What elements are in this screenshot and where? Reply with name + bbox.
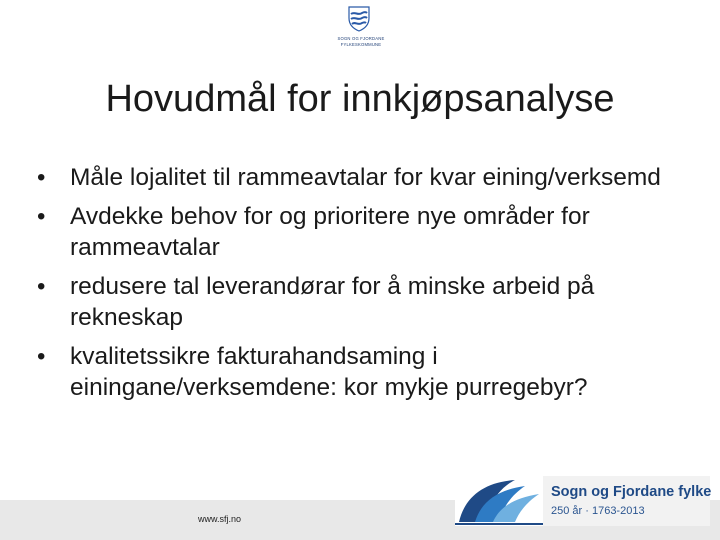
wave-emblem-icon	[455, 476, 543, 526]
brand-logo	[455, 476, 710, 526]
logo-caption-line1: SOGN OG FJORDANE	[337, 36, 385, 41]
bullet-item	[36, 271, 686, 333]
bullet-list	[36, 162, 686, 411]
bullet-dot: •	[37, 343, 46, 370]
brand-name: Sogn og Fjordane fylke	[551, 484, 712, 500]
bullet-item	[36, 341, 686, 403]
logo-caption-line2: FYLKESKOMMUNE	[340, 42, 382, 47]
bullet-item	[36, 162, 686, 193]
bullet-dot: •	[37, 203, 46, 230]
bullet-text: kvalitetssikre fakturahandsaming i einingane/verksemdene: kor mykje purregebyr?	[70, 343, 588, 401]
bullet-dot: •	[37, 273, 46, 300]
bullet-text: Måle lojalitet til rammeavtalar for kvar eining/verksemd	[70, 164, 661, 191]
slide-title: Hovudmål for innkjøpsanalyse	[105, 78, 615, 120]
bullet-dot: •	[37, 164, 46, 191]
footer-url[interactable]: www.sfj.no	[198, 514, 242, 524]
brand-panel	[543, 476, 710, 526]
bullet-text: redusere tal leverandørar for å minske arbeid på rekneskap	[70, 273, 595, 331]
bullet-item	[36, 201, 686, 263]
county-logo	[330, 6, 392, 52]
bullet-text: Avdekke behov for og prioritere nye områder for rammeavtalar	[70, 203, 590, 261]
shield-icon	[348, 6, 370, 32]
brand-years: 250 år · 1763-2013	[551, 505, 645, 517]
